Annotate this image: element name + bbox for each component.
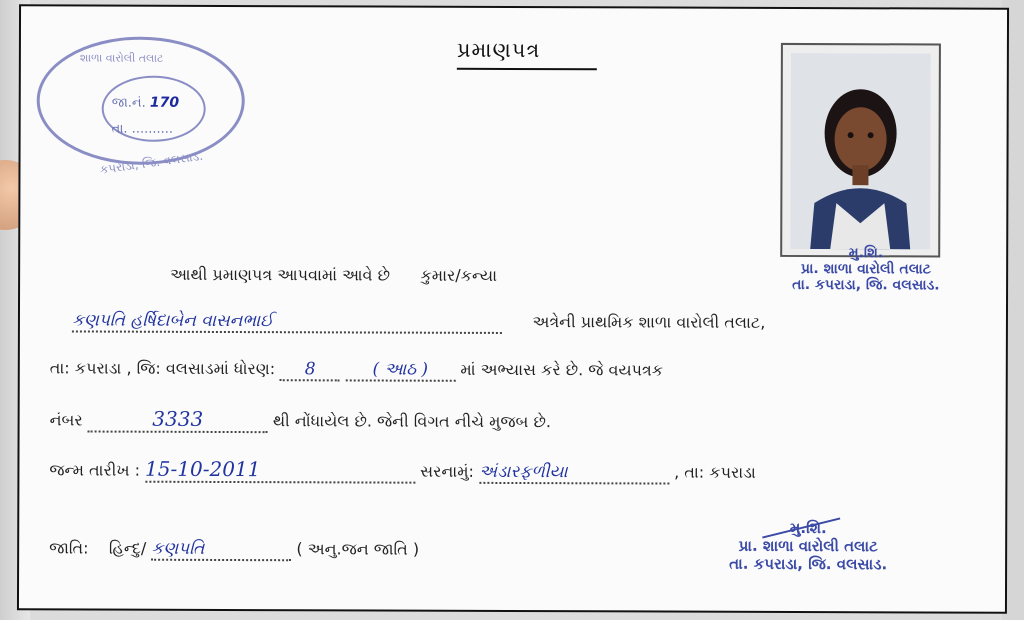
cert-line-5: [49, 456, 756, 484]
stamp-number-row: [112, 95, 179, 111]
stamp-ring-top: શાળા વારોલી તલાટ: [79, 51, 164, 65]
cert-line-2: [72, 310, 765, 334]
headmaster-stamp-line3: તા. કપરાડા, જિ. વલસાડ.: [729, 554, 888, 574]
register-label: નંબર: [49, 410, 83, 430]
student-photo-image: [790, 53, 931, 249]
cert-line-1: [170, 265, 497, 286]
cert-intro: આથી પ્રમાણપત્ર આપવામાં આવે છે: [170, 264, 391, 285]
stamp-number-value: 170: [149, 94, 180, 111]
school-text: અત્રેની પ્રાથમિક શાળા વારોલી તલાટ,: [532, 312, 766, 332]
register-number: 3333: [88, 407, 268, 434]
taluka-value: , તા: કપરાડા: [674, 462, 756, 482]
photo-stamp-line3: તા. કપરાડા, જિ. વલસાડ.: [792, 276, 940, 294]
standard-number: 8: [280, 359, 340, 381]
category-value: ( અનુ.જન જાતિ ): [296, 539, 420, 559]
cert-line-6: [49, 538, 419, 561]
office-round-stamp: [37, 36, 245, 177]
dob-label: જન્મ તારીખ :: [49, 460, 141, 480]
student-photo: [780, 43, 941, 258]
headmaster-stamp: [729, 519, 887, 574]
date-of-birth: 15-10-2011: [145, 457, 415, 484]
cert-line-4: [50, 406, 551, 434]
cert-line-3: [50, 358, 663, 382]
gender-field: કુમાર/કન્યા: [420, 265, 498, 285]
photo-stamp-line2: પ્રા. શાળા વારોલી તલાટ: [800, 261, 931, 278]
title-underline: [457, 68, 597, 70]
register-text: થી નોંધાયેલ છે. જેની વિગત નીચે મુજબ છે.: [272, 411, 551, 432]
photo-stamp: [792, 245, 940, 294]
address-label: સરનામું:: [420, 461, 474, 481]
caste-value: કણપતિ: [151, 539, 291, 561]
caste-label: જાતિ:: [49, 538, 89, 558]
certificate-paper: [17, 4, 1009, 613]
headmaster-stamp-line1: મુ.શિ.: [789, 518, 827, 538]
stamp-date-row: તા. ..........: [111, 121, 174, 137]
stamp-date-label: તા.: [111, 121, 128, 137]
religion-value: હિન્દુ/: [108, 538, 147, 558]
study-text: માં અભ્યાસ કરે છે. જે વયપત્રક: [460, 359, 664, 380]
standard-word: ( આઠ ): [345, 359, 455, 381]
taluka-district-text: તા: કપરાડા , જિ: વલસાડમાં ધોરણ:: [49, 358, 276, 379]
headmaster-stamp-line2: પ્રા. શાળા વારોલી તલાટ: [738, 536, 878, 556]
certificate-title: પ્રમાણપત્ર: [456, 37, 541, 63]
address-value: અંડારફળીયા: [479, 462, 669, 485]
photo-stamp-line1: મુ.શિ.: [848, 245, 884, 262]
stamp-number-label: જા.નં.: [111, 95, 146, 111]
stamp-ring-bottom: કપરાડા, જિ. વલસાડ.: [98, 148, 204, 177]
student-name: કણપતિ હર્ષિદાબેન વાસનભાઈ: [72, 310, 502, 334]
